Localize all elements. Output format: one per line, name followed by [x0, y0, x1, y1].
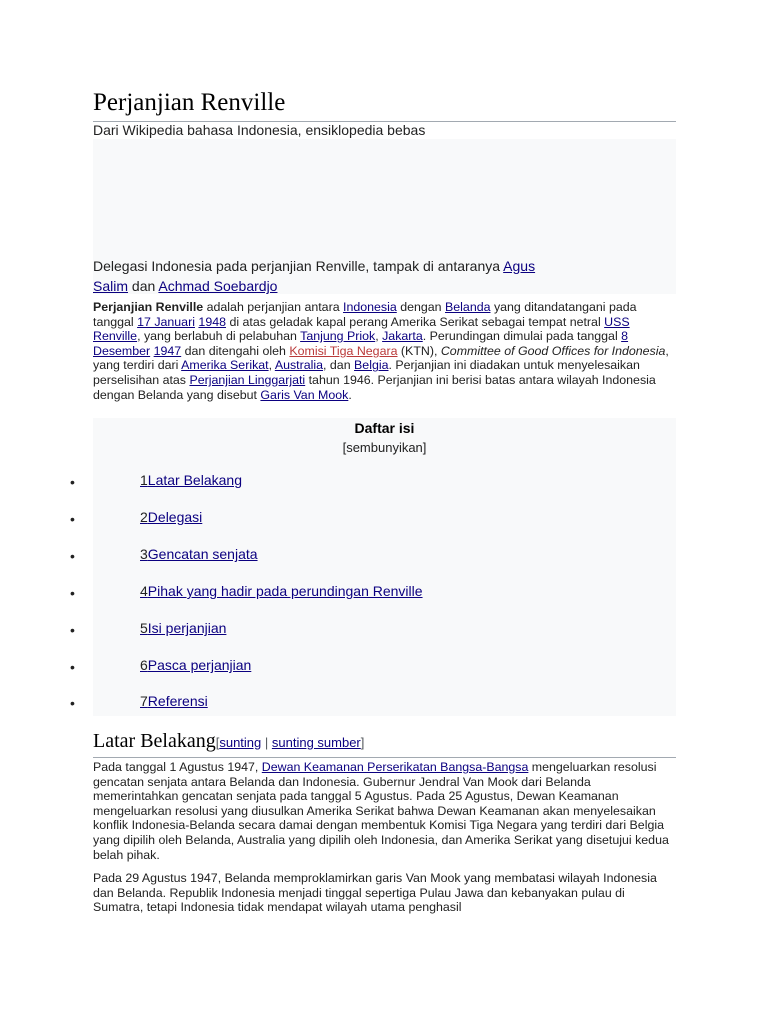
- section-paragraph-2: Pada 29 Agustus 1947, Belanda memproklamirkan garis Van Mook yang membatasi wilayah Indonesia dan Belanda. Republik Indonesia menjadi tinggal sepertiga Pulau Jawa dan kebanyakan pulau di Sumatra, tetapi Indonesia tidak mendapat wilayah utama penghasil: [93, 871, 657, 915]
- link-1947[interactable]: 1947: [153, 343, 182, 358]
- intro-text: ,: [268, 358, 275, 373]
- link-agus-salim[interactable]: Agus Salim: [93, 258, 536, 294]
- link-uss-renville[interactable]: USS Renville: [93, 314, 630, 344]
- edit-source-link[interactable]: sunting sumber: [271, 735, 361, 750]
- intro-text: dan ditengahi oleh: [181, 343, 290, 358]
- toc-number: 6: [140, 657, 148, 673]
- link-garis-van-mook[interactable]: Garis Van Mook: [260, 387, 349, 402]
- toc-label: Referensi: [147, 693, 208, 709]
- intro-text: , dan: [323, 358, 355, 373]
- bullet-icon: •: [70, 622, 75, 638]
- edit-bracket-close: ]: [360, 735, 365, 750]
- toc-label: Isi perjanjian: [147, 620, 227, 636]
- edit-section-link[interactable]: sunting: [219, 735, 262, 750]
- link-belgia[interactable]: Belgia: [354, 358, 389, 373]
- bullet-icon: •: [70, 474, 75, 490]
- toc-number: 5: [140, 620, 148, 636]
- toc-number: 3: [140, 546, 148, 562]
- link-dewan-keamanan-pbb[interactable]: Dewan Keamanan Perserikatan Bangsa-Bangsa: [261, 760, 529, 774]
- link-australia[interactable]: Australia: [274, 358, 324, 373]
- section-heading-latar-belakang: [93, 728, 676, 758]
- caption-and: dan: [128, 278, 159, 294]
- toc-label: Pihak yang hadir pada perundingan Renville: [147, 583, 423, 599]
- bullet-icon: •: [70, 695, 75, 711]
- toc-link[interactable]: [140, 472, 242, 488]
- intro-text: di atas geladak kapal perang Amerika Serikat sebagai tempat netral: [226, 314, 605, 329]
- toc-link[interactable]: [140, 620, 226, 636]
- section-heading-text: Latar Belakang: [93, 730, 216, 752]
- link-tanjung-priok[interactable]: Tanjung Priok: [300, 329, 376, 344]
- image-caption: [93, 256, 573, 296]
- toc-label: Gencatan senjata: [147, 546, 258, 562]
- toc-item: [0, 583, 600, 607]
- intro-paragraph: [93, 300, 676, 402]
- toc-label: Delegasi: [147, 509, 203, 525]
- intro-text: adalah perjanjian antara: [203, 300, 344, 314]
- toc-number: 2: [140, 509, 148, 525]
- link-8-desember[interactable]: 8 Desember: [93, 329, 629, 358]
- bullet-icon: •: [70, 548, 75, 564]
- link-perjanjian-linggarjati[interactable]: Perjanjian Linggarjati: [189, 372, 306, 387]
- toc-item: [0, 546, 600, 570]
- caption-text: Delegasi Indonesia pada perjanjian Renville, tampak di antaranya: [93, 258, 504, 274]
- bullet-icon: •: [70, 659, 75, 675]
- toc-item: [0, 657, 600, 681]
- bullet-icon: •: [70, 585, 75, 601]
- edit-separator: |: [261, 735, 272, 750]
- site-tagline: Dari Wikipedia bahasa Indonesia, ensiklopedia bebas: [93, 122, 426, 138]
- link-amerika-serikat[interactable]: Amerika Serikat: [181, 358, 269, 373]
- edit-bracket-open: [: [215, 735, 220, 750]
- toc-link[interactable]: [140, 509, 202, 525]
- intro-text: .: [348, 387, 352, 402]
- toc-toggle[interactable]: [sembunyikan]: [342, 440, 427, 455]
- intro-text: ,: [375, 329, 383, 344]
- intro-text: tahun 1946. Perjanjian ini berisi batas antara wilayah Indonesia dengan Belanda yang disebut: [93, 372, 656, 402]
- toc-number: 4: [140, 583, 148, 599]
- section-paragraph-1: [93, 760, 676, 862]
- bullet-icon: •: [70, 511, 75, 527]
- intro-text: , yang berlabuh di pelabuhan: [137, 329, 301, 344]
- toc-title: Daftar isi: [354, 420, 415, 436]
- toc-link[interactable]: [140, 657, 251, 673]
- toc-link[interactable]: [140, 546, 258, 562]
- toc-number: 1: [140, 472, 148, 488]
- edit-section-links: [216, 735, 365, 750]
- intro-bold-term: Perjanjian Renville: [93, 300, 204, 314]
- toc-number: 7: [140, 693, 148, 709]
- link-achmad-soebardjo[interactable]: Achmad Soebardjo: [158, 278, 278, 294]
- toc-item: [0, 509, 600, 533]
- link-1948[interactable]: 1948: [198, 314, 226, 329]
- toc-link[interactable]: [140, 693, 208, 709]
- intro-text: . Perjanjian ini diadakan untuk menyelesaikan perselisihan atas: [93, 358, 640, 387]
- link-17-januari[interactable]: 17 Januari: [137, 314, 195, 329]
- toc-item: [0, 693, 600, 717]
- intro-text: , yang terdiri dari: [93, 343, 669, 373]
- toc-item: [0, 620, 600, 644]
- toc-label: Pasca perjanjian: [147, 657, 252, 673]
- intro-text: yang ditandatangani pada tanggal: [93, 300, 637, 329]
- intro-italic: Committee of Good Offices for Indonesia: [440, 343, 666, 358]
- intro-text: dengan: [396, 300, 446, 314]
- para-text: Pada tanggal 1 Agustus 1947,: [93, 760, 262, 774]
- intro-text: . Perundingan dimulai pada tanggal: [422, 329, 622, 344]
- link-belanda[interactable]: Belanda: [445, 300, 491, 314]
- link-jakarta[interactable]: Jakarta: [382, 329, 423, 344]
- para-text: mengeluarkan resolusi gencatan senjata antara Belanda dan Indonesia. Gubernur Jendral Van Mook dari Belanda memerintahkan gencatan senjata pada tanggal 5 Agustus. Pada 25 Agustus, Dewan Keamanan mengeluarkan resolusi yang diusulkan Amerika Serikat bahwa Dewan Keamanan akan menyelesaikan konflik Indonesia-Belanda secara damai dengan membentuk Komisi Tiga Negara yang terdiri dari Belgia yang dipilih oleh Belanda, Australia yang dipilih oleh Indonesia, dan Amerika Serikat yang disetujui kedua belah pihak.: [93, 760, 669, 862]
- toc-link[interactable]: [140, 583, 423, 599]
- link-komisi-tiga-negara[interactable]: Komisi Tiga Negara: [289, 343, 398, 358]
- toc-label: Latar Belakang: [147, 472, 242, 488]
- page-title: Perjanjian Renville: [93, 86, 676, 122]
- link-indonesia[interactable]: Indonesia: [343, 300, 397, 314]
- toc-item: [0, 472, 600, 496]
- intro-text: (KTN),: [397, 343, 441, 358]
